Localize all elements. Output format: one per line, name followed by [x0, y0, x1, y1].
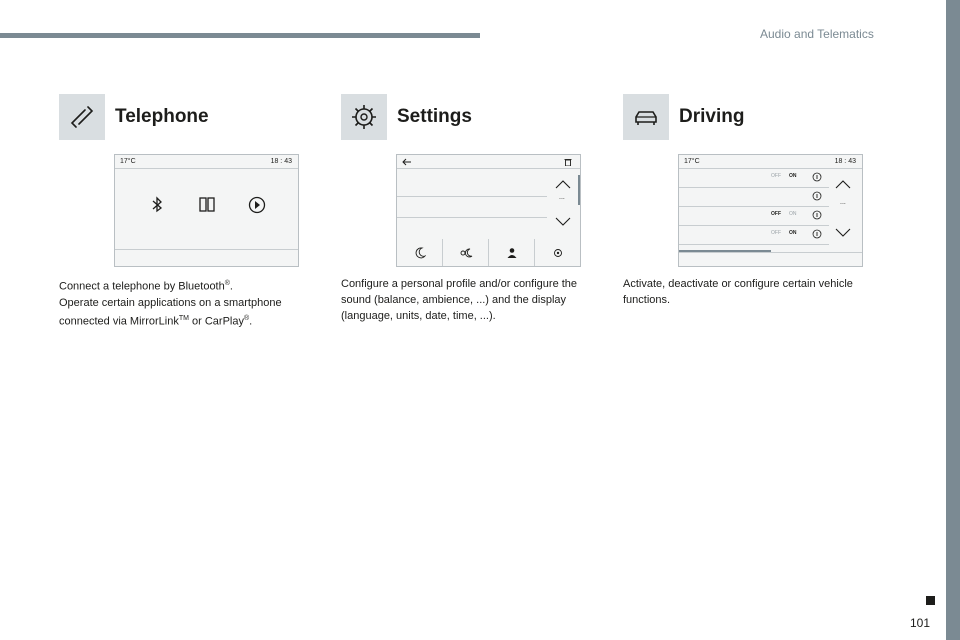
temperature-readout: 17°C [684, 158, 700, 165]
settings-section [341, 94, 603, 334]
list-row [679, 225, 829, 226]
scroll-up-icon[interactable] [835, 179, 851, 189]
section-title: Settings [397, 106, 472, 127]
telephone-section [59, 94, 321, 334]
tab-night-mode[interactable] [397, 239, 443, 267]
info-icon[interactable] [812, 191, 822, 201]
play-app-icon[interactable] [247, 195, 267, 215]
screen-bottom-bar [115, 249, 298, 266]
info-icon[interactable] [812, 229, 822, 239]
screen-bottom-bar [679, 252, 862, 266]
list-row [397, 196, 547, 197]
scroll-dots: ... [559, 194, 565, 201]
top-rule [0, 33, 480, 38]
status-bar [397, 155, 580, 169]
list-row [679, 187, 829, 188]
scroll-down-icon[interactable] [555, 217, 571, 227]
trash-icon[interactable] [564, 158, 572, 166]
gear-icon [552, 247, 564, 259]
page-number: 101 [910, 616, 931, 630]
right-margin-band [946, 0, 960, 640]
back-arrow-icon[interactable] [402, 158, 412, 166]
driving-section [623, 94, 885, 334]
settings-screen-preview [396, 154, 581, 267]
info-icon[interactable] [812, 172, 822, 182]
status-bar [679, 155, 862, 169]
section-title: Telephone [115, 106, 209, 127]
scroll-up-icon[interactable] [555, 179, 571, 189]
driving-description: Activate, deactivate or configure certain vehicle functions. [623, 278, 853, 306]
running-header: Audio and Telematics [760, 27, 874, 41]
tab-system-settings[interactable] [535, 239, 581, 267]
car-icon [623, 94, 669, 140]
bluetooth-icon[interactable] [147, 195, 167, 215]
toggle-on-label[interactable]: ON [789, 211, 797, 217]
clock-readout: 18 : 43 [270, 158, 292, 165]
clock-readout: 18 : 43 [834, 158, 856, 165]
toggle-on-label[interactable]: ON [789, 230, 797, 236]
info-icon[interactable] [812, 210, 822, 220]
list-row [397, 217, 547, 218]
status-bar [115, 155, 298, 169]
mirror-screen-icon[interactable] [197, 195, 217, 215]
phone-icon [59, 94, 105, 140]
toggle-off-label[interactable]: OFF [771, 230, 781, 236]
toggle-on-label[interactable]: ON [789, 173, 797, 179]
section-title: Driving [679, 106, 745, 127]
toggle-off-label[interactable]: OFF [771, 211, 781, 217]
list-row [679, 206, 829, 207]
scrollbar[interactable] [578, 175, 580, 205]
tab-brightness[interactable] [443, 239, 489, 267]
telephone-description: Connect a telephone by Bluetooth®. Operate certain applications on a smartphone connected via MirrorLink™ or CarPlay®. [59, 280, 282, 328]
list-row [679, 244, 829, 245]
scroll-dots: ... [840, 199, 846, 206]
telephone-screen-preview [114, 154, 299, 267]
moon-icon [414, 247, 426, 259]
tab-profile[interactable] [489, 239, 535, 267]
gear-icon [341, 94, 387, 140]
driving-screen-preview [678, 154, 863, 267]
end-of-page-mark [926, 596, 935, 605]
toggle-off-label[interactable]: OFF [771, 173, 781, 179]
temperature-readout: 17°C [120, 158, 136, 165]
settings-description: Configure a personal profile and/or configure the sound (balance, ambience, ...) and the display (language, units, date, time, ...). [341, 278, 578, 322]
user-icon [506, 247, 518, 259]
sun-moon-icon [459, 247, 473, 259]
scroll-down-icon[interactable] [835, 228, 851, 238]
